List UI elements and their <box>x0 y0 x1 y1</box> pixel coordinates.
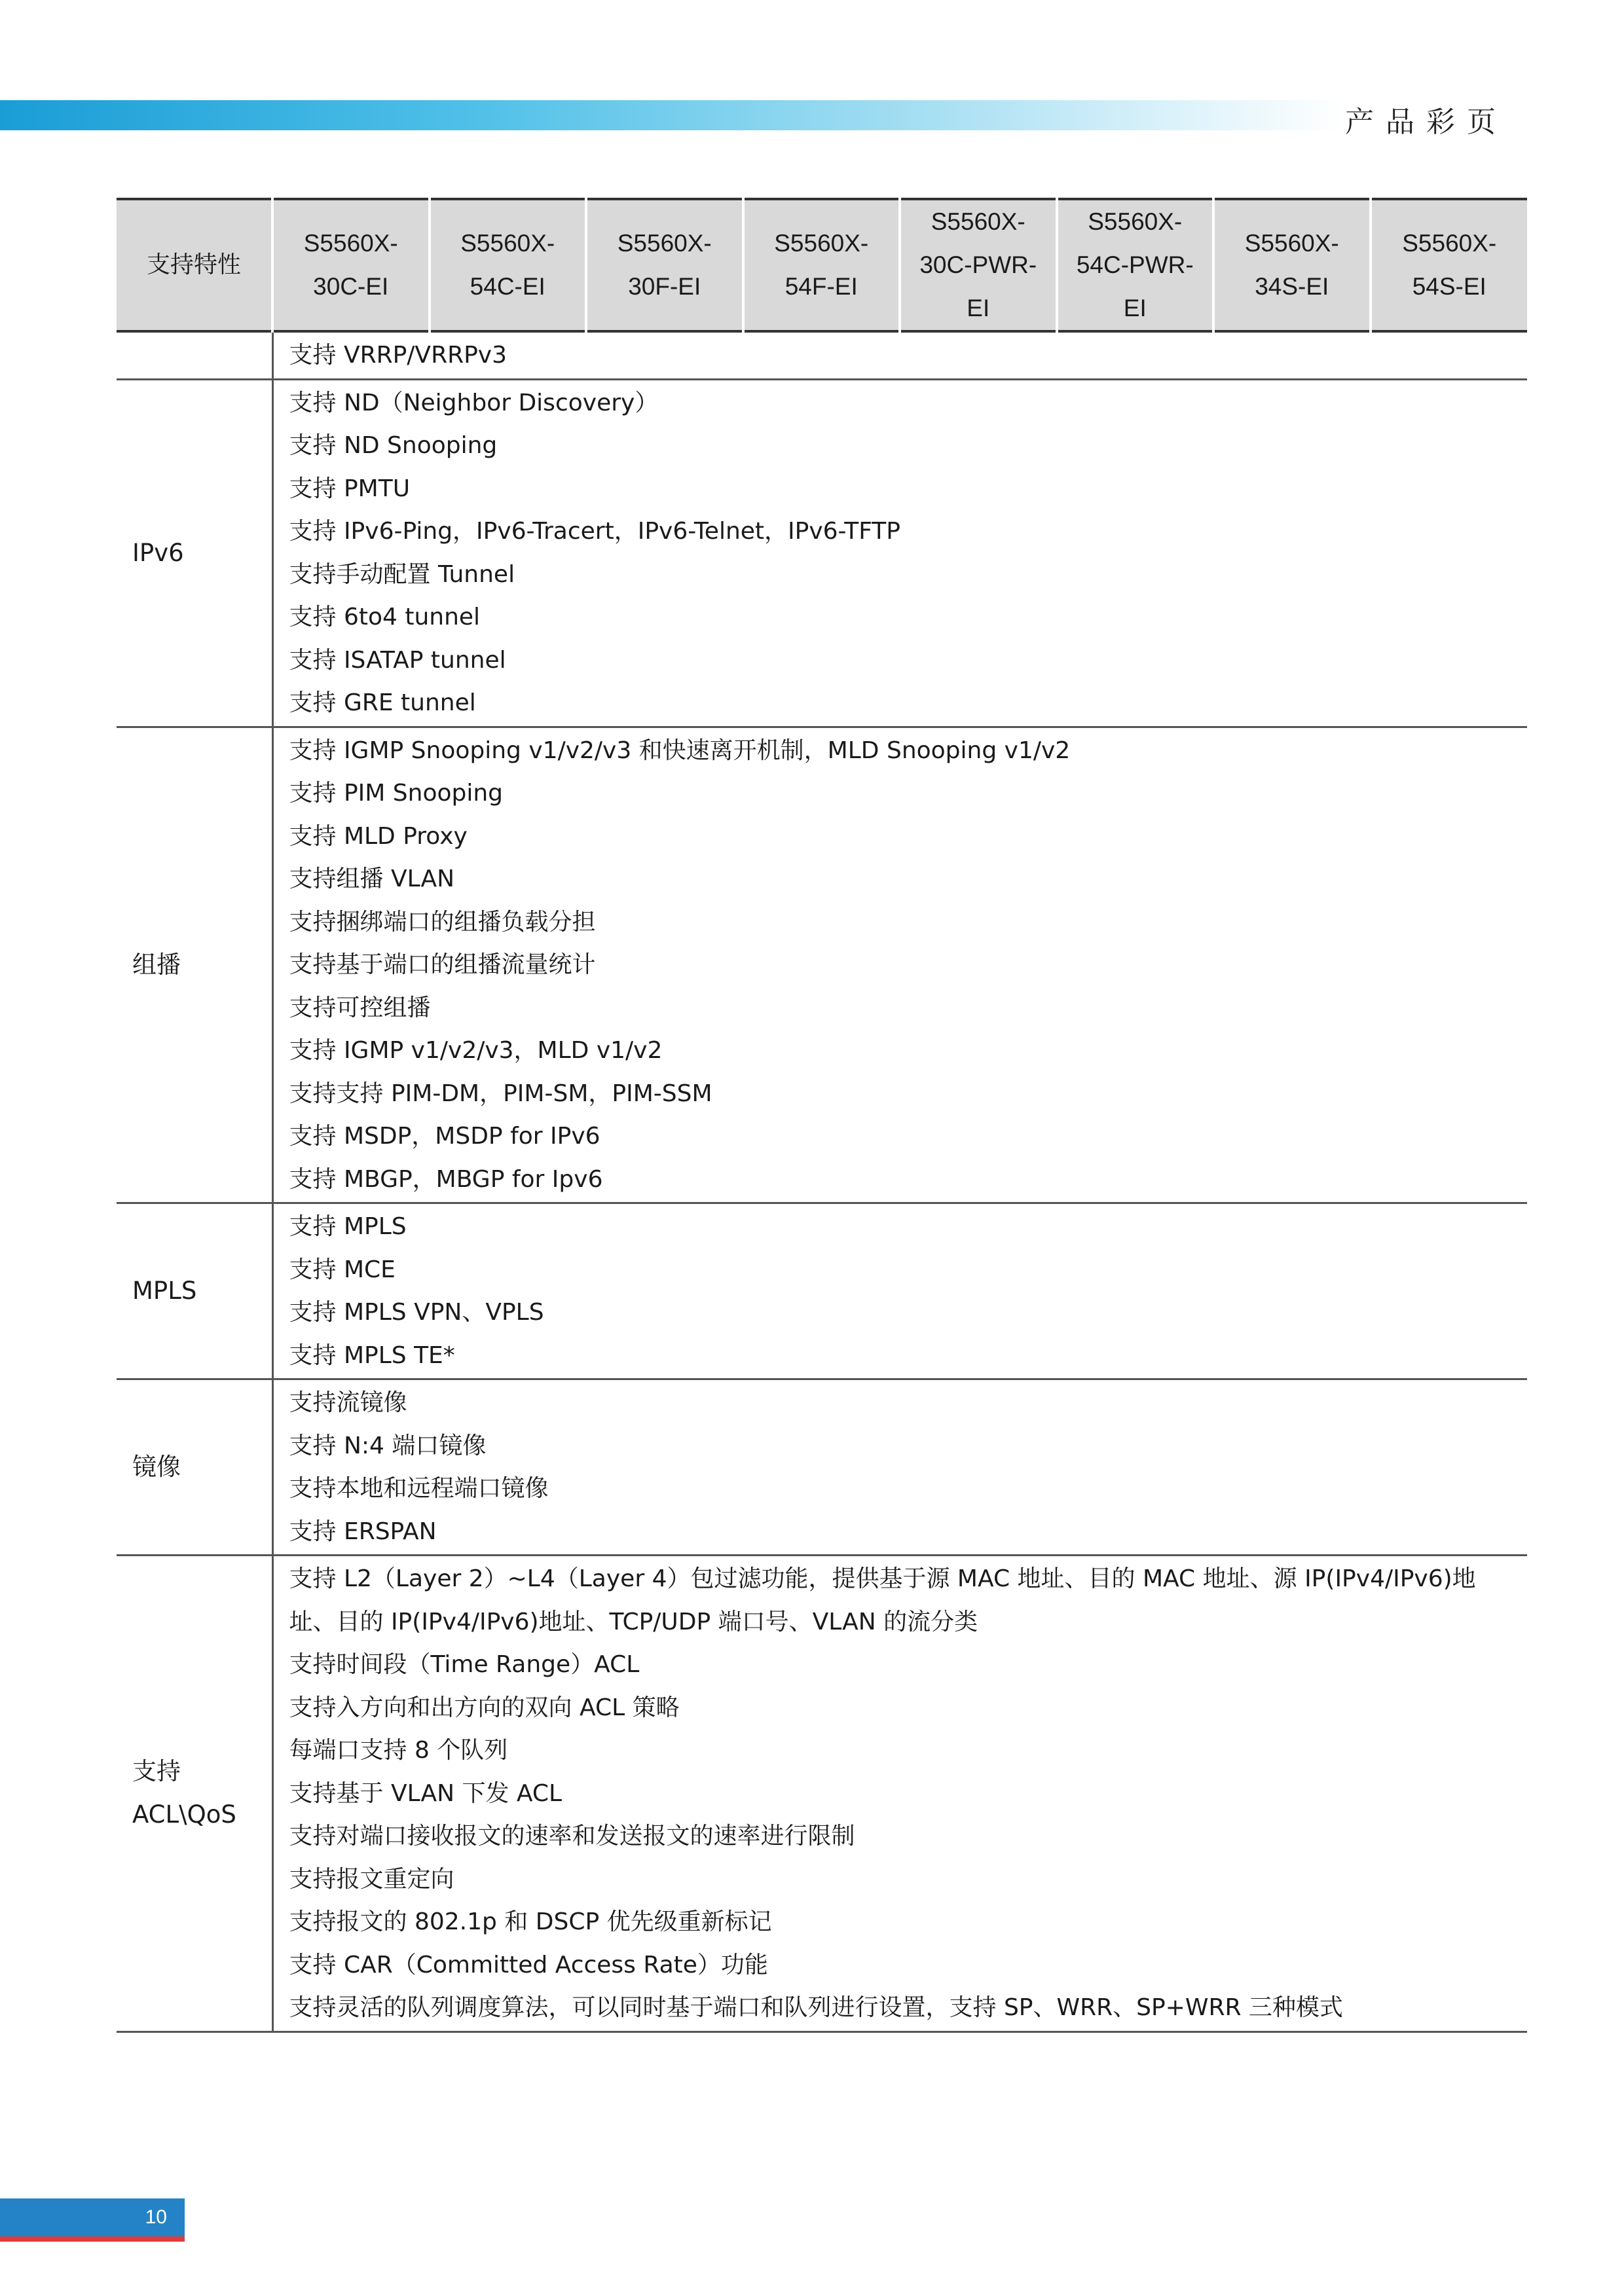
feature-item: 支持 MSDP，MSDP for IPv6 <box>289 1123 600 1150</box>
feature-item: 支持 PIM Snooping <box>289 780 504 807</box>
feature-item: 支持本地和远程端口镜像 <box>289 1475 549 1502</box>
feature-item: 支持组播 VLAN <box>289 866 455 892</box>
column-header-line: S5560X- <box>1088 208 1183 235</box>
feature-item: 支持 ISATAP tunnel <box>289 646 506 674</box>
feature-item: 支持基于端口的组播流量统计 <box>289 951 596 978</box>
category-cell <box>117 379 272 727</box>
feature-item: 支持时间段（Time Range）ACL <box>289 1651 640 1678</box>
column-header-line: S5560X- <box>1402 230 1497 257</box>
column-header-line: S5560X- <box>460 230 555 257</box>
feature-item: 支持入方向和出方向的双向 ACL 策略 <box>289 1694 680 1721</box>
feature-list-cell <box>272 1556 1527 2032</box>
feature-item: 支持 PMTU <box>289 475 411 502</box>
column-header-line: S5560X- <box>617 230 712 257</box>
table-row <box>117 331 1527 379</box>
column-header-line: S5560X- <box>931 208 1025 235</box>
feature-item: 支持 MPLS TE* <box>289 1341 455 1369</box>
feature-list-cell <box>272 727 1527 1203</box>
feature-item: 支持报文的 802.1p 和 DSCP 优先级重新标记 <box>289 1908 772 1935</box>
column-header <box>272 199 430 331</box>
header-gradient-bar <box>0 100 1342 130</box>
column-header <box>1057 199 1214 331</box>
feature-item: 支持 MPLS VPN、VPLS <box>289 1299 544 1326</box>
feature-item: 支持 IPv6-Ping，IPv6-Tracert，IPv6-Telnet，IPv6-TFTP <box>289 518 901 545</box>
feature-item: 支持基于 VLAN 下发 ACL <box>289 1779 563 1807</box>
category-cell <box>117 1203 272 1379</box>
feature-list-cell <box>272 1203 1527 1379</box>
column-header <box>1371 199 1528 331</box>
column-header-line: S5560X- <box>774 230 869 257</box>
feature-item: 支持对端口接收报文的速率和发送报文的速率进行限制 <box>289 1823 855 1850</box>
category-cell <box>117 1556 272 2032</box>
category-label: IPv6 <box>132 538 184 567</box>
feature-item: 支持 6to4 tunnel <box>289 604 481 630</box>
category-label: 镜像 <box>132 1453 181 1481</box>
feature-item: 支持流镜像 <box>289 1389 407 1416</box>
feature-item: 支持 GRE tunnel <box>289 689 476 716</box>
column-header-line: EI <box>967 295 990 321</box>
feature-item: 支持报文重定向 <box>289 1865 454 1893</box>
column-header-line: 支持特性 <box>146 251 241 278</box>
feature-item: 支持 N:4 端口镜像 <box>289 1432 487 1459</box>
feature-item: 支持 MCE <box>289 1256 396 1283</box>
column-header-line: 30C-PWR- <box>919 251 1037 278</box>
spec-table <box>117 198 1527 2033</box>
feature-item: 支持捆绑端口的组播负载分担 <box>289 908 596 936</box>
feature-list-cell <box>272 1379 1527 1556</box>
feature-item: 支持支持 PIM-DM，PIM-SM，PIM-SSM <box>289 1080 712 1107</box>
feature-item: 支持手动配置 Tunnel <box>289 560 515 588</box>
category-cell <box>117 1379 272 1556</box>
feature-list-cell <box>272 379 1527 727</box>
feature-item: 每端口支持 8 个队列 <box>289 1737 508 1764</box>
category-label: MPLS <box>132 1277 197 1305</box>
feature-item: 支持 IGMP v1/v2/v3，MLD v1/v2 <box>289 1037 663 1064</box>
column-header <box>586 199 743 331</box>
feature-item: 支持 ERSPAN <box>289 1518 437 1545</box>
category-cell <box>117 727 272 1203</box>
table-header-row <box>117 199 1527 331</box>
column-header-line: 54C-PWR- <box>1076 251 1194 278</box>
feature-list-cell <box>272 331 1527 379</box>
column-header-line: 34S-EI <box>1255 273 1329 300</box>
feature-item: 支持 ND（Neighbor Discovery） <box>289 389 659 416</box>
column-header <box>430 199 587 331</box>
table-row <box>117 1379 1527 1556</box>
feature-item: 支持 MLD Proxy <box>289 822 468 850</box>
column-header <box>1213 199 1371 331</box>
feature-item: 支持 MBGP，MBGP for Ipv6 <box>289 1165 603 1193</box>
category-label-line: 支持 <box>132 1757 181 1786</box>
column-header-line: 54C-EI <box>470 273 545 300</box>
column-header-line: S5560X- <box>1244 230 1339 257</box>
column-header <box>117 199 272 331</box>
column-header-line: S5560X- <box>303 230 398 257</box>
feature-item: 支持灵活的队列调度算法，可以同时基于端口和队列进行设置，支持 SP、WRR、SP+WRR 三种模式 <box>289 1994 1343 2021</box>
table-row <box>117 1556 1527 2032</box>
feature-item: 支持可控组播 <box>289 994 431 1021</box>
column-header-line: 54F-EI <box>784 273 858 300</box>
page-header-title: 产品彩页 <box>1345 105 1507 139</box>
table-row <box>117 1203 1527 1379</box>
page-number: 10 <box>145 2206 167 2228</box>
column-header <box>743 199 900 331</box>
feature-item: 支持 IGMP Snooping v1/v2/v3 和快速离开机制，MLD Snooping v1/v2 <box>289 737 1071 764</box>
table-body <box>117 331 1527 2032</box>
column-header-line: EI <box>1123 295 1147 321</box>
feature-item: 支持 L2（Layer 2）~L4（Layer 4）包过滤功能，提供基于源 MAC 地址、目的 MAC 地址、源 IP(IPv4/IPv6)地址、目的 IP(IPv4/IPv6)地址、TCP/UDP 端口号、VLAN 的流分类 <box>289 1565 1476 1635</box>
table-row <box>117 379 1527 727</box>
feature-item: 支持 ND Snooping <box>289 432 498 459</box>
category-label-line: ACL\QoS <box>132 1800 236 1829</box>
table-row <box>117 727 1527 1203</box>
column-header-line: 30C-EI <box>313 273 389 300</box>
page-number-tab <box>0 2198 185 2242</box>
column-header-line: 54S-EI <box>1412 273 1486 300</box>
feature-item: 支持 CAR（Committed Access Rate）功能 <box>289 1951 768 1978</box>
feature-item: 支持 MPLS <box>289 1213 407 1240</box>
category-cell <box>117 331 272 379</box>
feature-item: 支持 VRRP/VRRPv3 <box>289 342 507 369</box>
column-header-line: 30F-EI <box>628 273 701 300</box>
column-header <box>900 199 1057 331</box>
category-label: 组播 <box>132 950 181 979</box>
